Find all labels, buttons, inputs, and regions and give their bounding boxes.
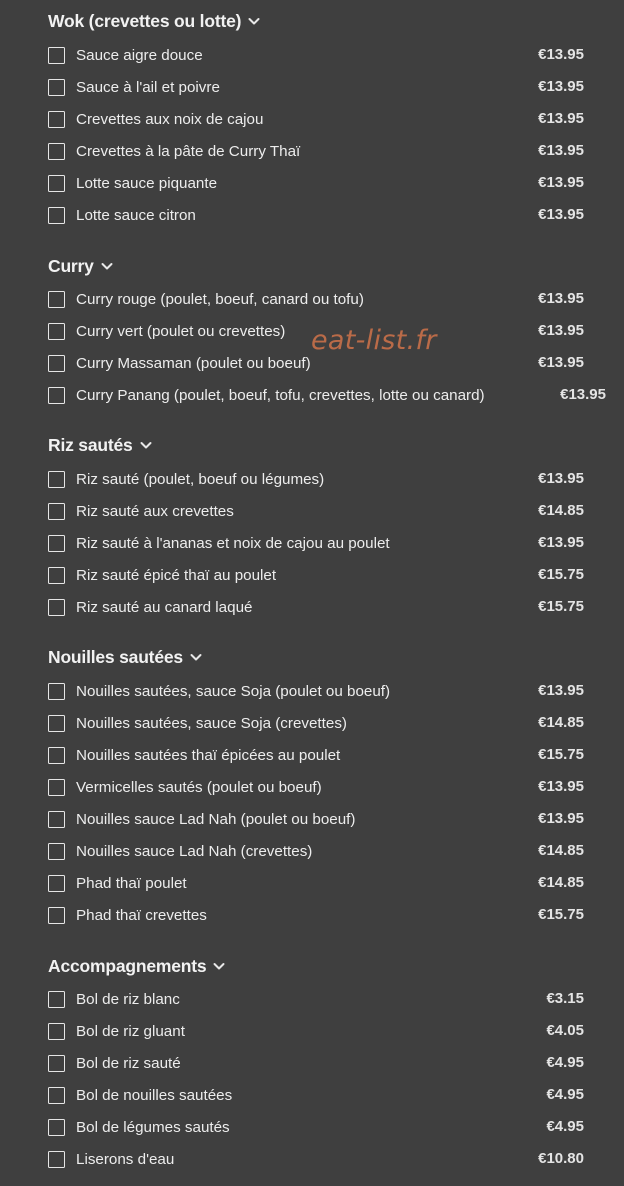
item-name: Bol de légumes sautés bbox=[76, 1118, 230, 1136]
item-price: €13.95 bbox=[538, 46, 584, 63]
item-price: €13.95 bbox=[538, 142, 584, 159]
item-price: €14.85 bbox=[538, 874, 584, 891]
menu-item[interactable] bbox=[48, 596, 252, 618]
item-checkbox[interactable] bbox=[48, 111, 65, 128]
item-checkbox[interactable] bbox=[48, 715, 65, 732]
menu-item[interactable] bbox=[48, 76, 220, 98]
item-checkbox[interactable] bbox=[48, 291, 65, 308]
item-name: Riz sauté épicé thaï au poulet bbox=[76, 566, 277, 584]
item-price: €13.95 bbox=[538, 778, 584, 795]
item-name: Sauce aigre douce bbox=[76, 46, 203, 64]
item-checkbox[interactable] bbox=[48, 79, 65, 96]
item-name: Lotte sauce piquante bbox=[76, 174, 218, 192]
item-name: Bol de riz gluant bbox=[76, 1022, 185, 1040]
item-name: Vermicelles sautés (poulet ou boeuf) bbox=[76, 778, 322, 796]
item-price: €15.75 bbox=[538, 906, 584, 923]
item-checkbox[interactable] bbox=[48, 535, 65, 552]
item-checkbox[interactable] bbox=[48, 1119, 65, 1136]
item-name: Nouilles sautées thaï épicées au poulet bbox=[76, 746, 341, 764]
menu-item[interactable] bbox=[48, 532, 390, 554]
item-price: €13.95 bbox=[538, 682, 584, 699]
menu-item[interactable] bbox=[48, 140, 300, 162]
item-checkbox[interactable] bbox=[48, 567, 65, 584]
item-price: €13.95 bbox=[538, 174, 584, 191]
item-name: Crevettes aux noix de cajou bbox=[76, 110, 264, 128]
item-price: €4.95 bbox=[546, 1054, 584, 1071]
menu-item[interactable] bbox=[48, 352, 311, 374]
item-checkbox[interactable] bbox=[48, 355, 65, 372]
item-name: Curry Panang (poulet, boeuf, tofu, crevettes, lotte ou canard) bbox=[76, 386, 485, 404]
section-title: Nouilles sautées bbox=[48, 646, 183, 667]
section-title: Riz sautés bbox=[48, 434, 133, 455]
menu-item[interactable] bbox=[48, 320, 285, 342]
item-name: Lotte sauce citron bbox=[76, 206, 196, 224]
menu-item[interactable] bbox=[48, 988, 180, 1010]
section-header-wok[interactable] bbox=[48, 8, 261, 34]
item-name: Riz sauté (poulet, boeuf ou légumes) bbox=[76, 470, 325, 488]
chevron-down-icon[interactable] bbox=[139, 438, 153, 452]
menu-item[interactable] bbox=[48, 1020, 185, 1042]
item-price: €13.95 bbox=[538, 810, 584, 827]
item-checkbox[interactable] bbox=[48, 1055, 65, 1072]
item-checkbox[interactable] bbox=[48, 599, 65, 616]
menu-item[interactable] bbox=[48, 840, 312, 862]
item-name: Bol de riz sauté bbox=[76, 1054, 181, 1072]
item-price: €15.75 bbox=[538, 566, 584, 583]
item-name: Liserons d'eau bbox=[76, 1150, 175, 1168]
menu-item[interactable] bbox=[48, 204, 196, 226]
item-price: €14.85 bbox=[538, 714, 584, 731]
item-checkbox[interactable] bbox=[48, 991, 65, 1008]
item-checkbox[interactable] bbox=[48, 503, 65, 520]
item-checkbox[interactable] bbox=[48, 143, 65, 160]
item-price: €13.95 bbox=[538, 78, 584, 95]
menu-item[interactable] bbox=[48, 468, 324, 490]
chevron-down-icon[interactable] bbox=[247, 14, 261, 28]
item-name: Crevettes à la pâte de Curry Thaï bbox=[76, 142, 301, 160]
menu-item[interactable] bbox=[48, 1084, 232, 1106]
menu-item[interactable] bbox=[48, 744, 340, 766]
item-checkbox[interactable] bbox=[48, 207, 65, 224]
item-checkbox[interactable] bbox=[48, 683, 65, 700]
item-checkbox[interactable] bbox=[48, 843, 65, 860]
item-name: Curry rouge (poulet, boeuf, canard ou tofu) bbox=[76, 290, 364, 308]
item-price: €3.15 bbox=[546, 990, 584, 1007]
section-header-nouilles-sautees[interactable] bbox=[48, 644, 203, 670]
item-price: €4.95 bbox=[546, 1086, 584, 1103]
item-price: €4.95 bbox=[546, 1118, 584, 1135]
item-checkbox[interactable] bbox=[48, 323, 65, 340]
item-name: Bol de nouilles sautées bbox=[76, 1086, 233, 1104]
menu-item[interactable] bbox=[48, 500, 234, 522]
item-checkbox[interactable] bbox=[48, 747, 65, 764]
item-price: €13.95 bbox=[560, 386, 606, 403]
item-price: €14.85 bbox=[538, 502, 584, 519]
item-checkbox[interactable] bbox=[48, 175, 65, 192]
menu-item[interactable] bbox=[48, 904, 207, 926]
item-price: €14.85 bbox=[538, 842, 584, 859]
menu-item[interactable] bbox=[48, 1116, 230, 1138]
item-checkbox[interactable] bbox=[48, 1151, 65, 1168]
section-header-curry[interactable] bbox=[48, 253, 114, 279]
item-checkbox[interactable] bbox=[48, 47, 65, 64]
item-price: €13.95 bbox=[538, 206, 584, 223]
item-name: Riz sauté au canard laqué bbox=[76, 598, 253, 616]
item-name: Riz sauté aux crevettes bbox=[76, 502, 234, 520]
item-checkbox[interactable] bbox=[48, 471, 65, 488]
item-price: €13.95 bbox=[538, 290, 584, 307]
menu-item[interactable] bbox=[48, 288, 364, 310]
item-name: Curry vert (poulet ou crevettes) bbox=[76, 322, 286, 340]
watermark: eat-list.fr bbox=[311, 325, 437, 356]
chevron-down-icon[interactable] bbox=[100, 259, 114, 273]
section-title: Wok (crevettes ou lotte) bbox=[48, 10, 242, 31]
item-name: Sauce à l'ail et poivre bbox=[76, 78, 220, 96]
section-title: Accompagnements bbox=[48, 955, 207, 976]
item-price: €10.80 bbox=[538, 1150, 584, 1167]
menu-item[interactable] bbox=[48, 808, 355, 830]
item-price: €13.95 bbox=[538, 534, 584, 551]
item-checkbox[interactable] bbox=[48, 1087, 65, 1104]
item-name: Bol de riz blanc bbox=[76, 990, 180, 1008]
item-price: €15.75 bbox=[538, 746, 584, 763]
item-name: Nouilles sauce Lad Nah (poulet ou boeuf) bbox=[76, 810, 356, 828]
item-checkbox[interactable] bbox=[48, 875, 65, 892]
item-price: €13.95 bbox=[538, 354, 584, 371]
menu-item[interactable] bbox=[48, 1148, 174, 1170]
item-checkbox[interactable] bbox=[48, 1023, 65, 1040]
item-checkbox[interactable] bbox=[48, 779, 65, 796]
item-name: Riz sauté à l'ananas et noix de cajou au poulet bbox=[76, 534, 390, 552]
item-name: Curry Massaman (poulet ou boeuf) bbox=[76, 354, 311, 372]
item-name: Phad thaï crevettes bbox=[76, 906, 207, 924]
item-price: €15.75 bbox=[538, 598, 584, 615]
item-name: Phad thaï poulet bbox=[76, 874, 187, 892]
item-name: Nouilles sautées, sauce Soja (crevettes) bbox=[76, 714, 347, 732]
menu-item[interactable] bbox=[48, 384, 485, 406]
menu-item[interactable] bbox=[48, 1052, 181, 1074]
menu-item[interactable] bbox=[48, 44, 203, 66]
item-checkbox[interactable] bbox=[48, 811, 65, 828]
item-checkbox[interactable] bbox=[48, 387, 65, 404]
section-header-accompagnements[interactable] bbox=[48, 953, 226, 979]
item-name: Nouilles sauce Lad Nah (crevettes) bbox=[76, 842, 313, 860]
menu-item[interactable] bbox=[48, 680, 390, 702]
chevron-down-icon[interactable] bbox=[212, 959, 226, 973]
menu-item[interactable] bbox=[48, 872, 187, 894]
menu-item[interactable] bbox=[48, 172, 217, 194]
chevron-down-icon[interactable] bbox=[189, 650, 203, 664]
item-price: €13.95 bbox=[538, 470, 584, 487]
item-price: €13.95 bbox=[538, 110, 584, 127]
section-header-riz-sautes[interactable] bbox=[48, 432, 153, 458]
menu-item[interactable] bbox=[48, 108, 263, 130]
item-price: €13.95 bbox=[538, 322, 584, 339]
menu-item[interactable] bbox=[48, 776, 322, 798]
menu-item[interactable] bbox=[48, 712, 347, 734]
section-title: Curry bbox=[48, 255, 94, 276]
menu-item[interactable] bbox=[48, 564, 276, 586]
item-checkbox[interactable] bbox=[48, 907, 65, 924]
item-price: €4.05 bbox=[546, 1022, 584, 1039]
item-name: Nouilles sautées, sauce Soja (poulet ou boeuf) bbox=[76, 682, 391, 700]
